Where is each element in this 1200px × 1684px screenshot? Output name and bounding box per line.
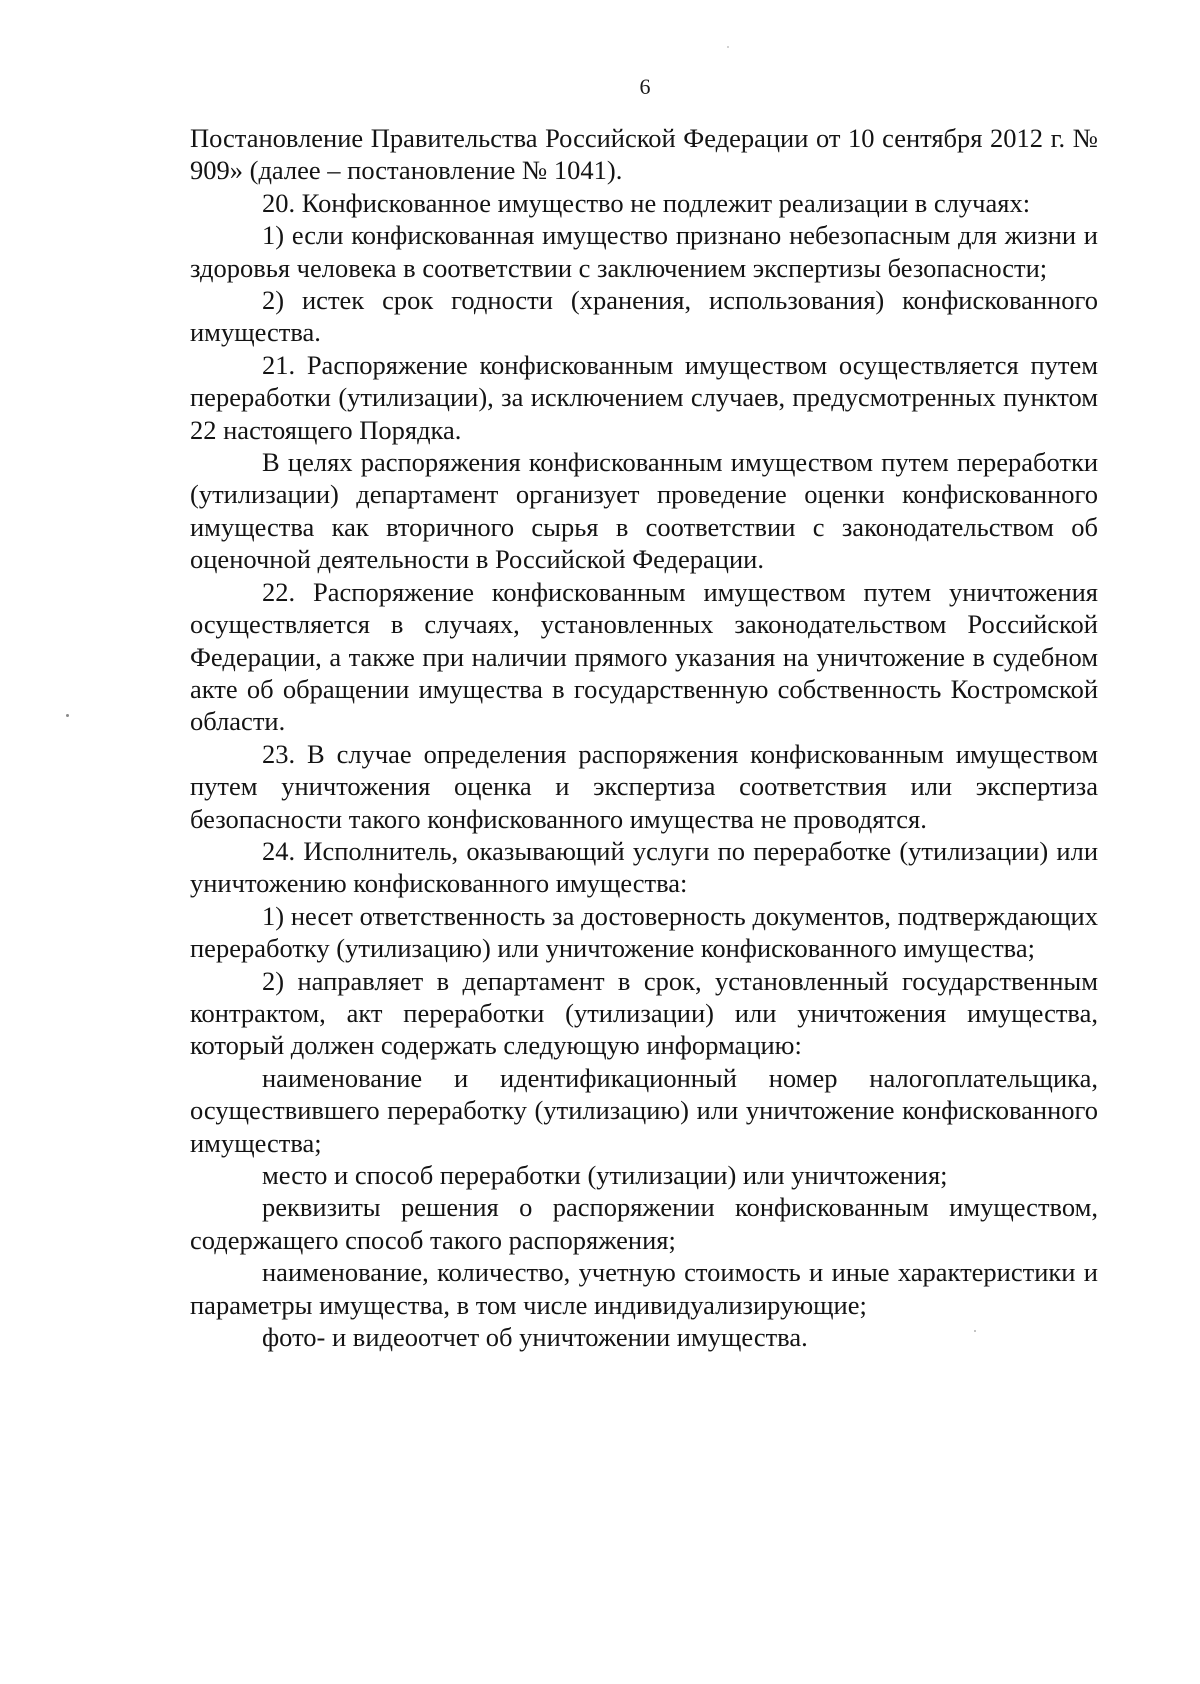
paragraph-item-22: 22. Распоряжение конфискованным имуществом путем уничтожения осуществляется в случаях, установленных законодательством Российской Федерации, а также при наличии прямого указания на уничтожение в судебном акте об обращении имущества в государственную собственность Костромской области. bbox=[190, 576, 1098, 737]
page-number: 6 bbox=[639, 74, 651, 99]
paragraph-item-24-2: 2) направляет в департамент в срок, установленный государственным контрактом, акт переработки (утилизации) или уничтожения имущества, который должен содержать следующую информацию: bbox=[190, 965, 1098, 1061]
paragraph-info-characteristics: наименование, количество, учетную стоимость и иные характеристики и параметры имущества, в том числе индивидуализирующие; bbox=[190, 1257, 1098, 1320]
paragraph-item-21-detail: В целях распоряжения конфискованным имуществом путем переработки (утилизации) департамент организует проведение оценки конфискованного имущества как вторичного сырья в соответствии с законодательством об оценочной деятельности в Российской Федерации. bbox=[190, 447, 1098, 575]
paragraph-info-photo-video: фото- и видеоотчет об уничтожении имущества. bbox=[262, 1322, 808, 1353]
paragraph-info-decision-details: реквизиты решения о распоряжении конфискованным имуществом, содержащего способ такого распоряжения; bbox=[190, 1192, 1098, 1255]
scan-speck bbox=[66, 714, 69, 717]
paragraph-item-24-1: 1) несет ответственность за достоверность документов, подтверждающих переработку (утилизацию) или уничтожение конфискованного имущества; bbox=[190, 900, 1098, 964]
paragraph-item-24: 24. Исполнитель, оказывающий услуги по переработке (утилизации) или уничтожению конфискованного имущества: bbox=[190, 835, 1098, 899]
paragraph-item-23: 23. В случае определения распоряжения конфискованным имуществом путем уничтожения оценка и экспертиза соответствия или экспертиза безопасности такого конфискованного имущества не проводятся. bbox=[190, 738, 1098, 834]
paragraph-info-taxpayer: наименование и идентификационный номер налогоплательщика, осуществившего переработку (утилизацию) или уничтожение конфискованного имущества; bbox=[190, 1062, 1098, 1158]
paragraph-item-21: 21. Распоряжение конфискованным имуществом осуществляется путем переработки (утилизации), за исключением случаев, предусмотренных пунктом 22 настоящего Порядка. bbox=[190, 349, 1098, 445]
paragraph-info-place-method: место и способ переработки (утилизации) или уничтожения; bbox=[262, 1160, 948, 1190]
paragraph-continuation: Постановление Правительства Российской Федерации от 10 сентября 2012 г. № 909» (далее – постановление № 1041). bbox=[190, 123, 1098, 186]
paragraph-item-20-1: 1) если конфискованная имущество признано небезопасным для жизни и здоровья человека в соответствии с заключением экспертизы безопасности; bbox=[190, 220, 1098, 283]
paragraph-item-20-2: 2) истек срок годности (хранения, использования) конфискованного имущества. bbox=[190, 285, 1098, 348]
paragraph-item-20: 20. Конфискованное имущество не подлежит реализации в случаях: bbox=[262, 187, 1031, 218]
document-body bbox=[190, 122, 1098, 1353]
scan-speck bbox=[727, 46, 729, 48]
scan-speck bbox=[974, 1330, 976, 1332]
